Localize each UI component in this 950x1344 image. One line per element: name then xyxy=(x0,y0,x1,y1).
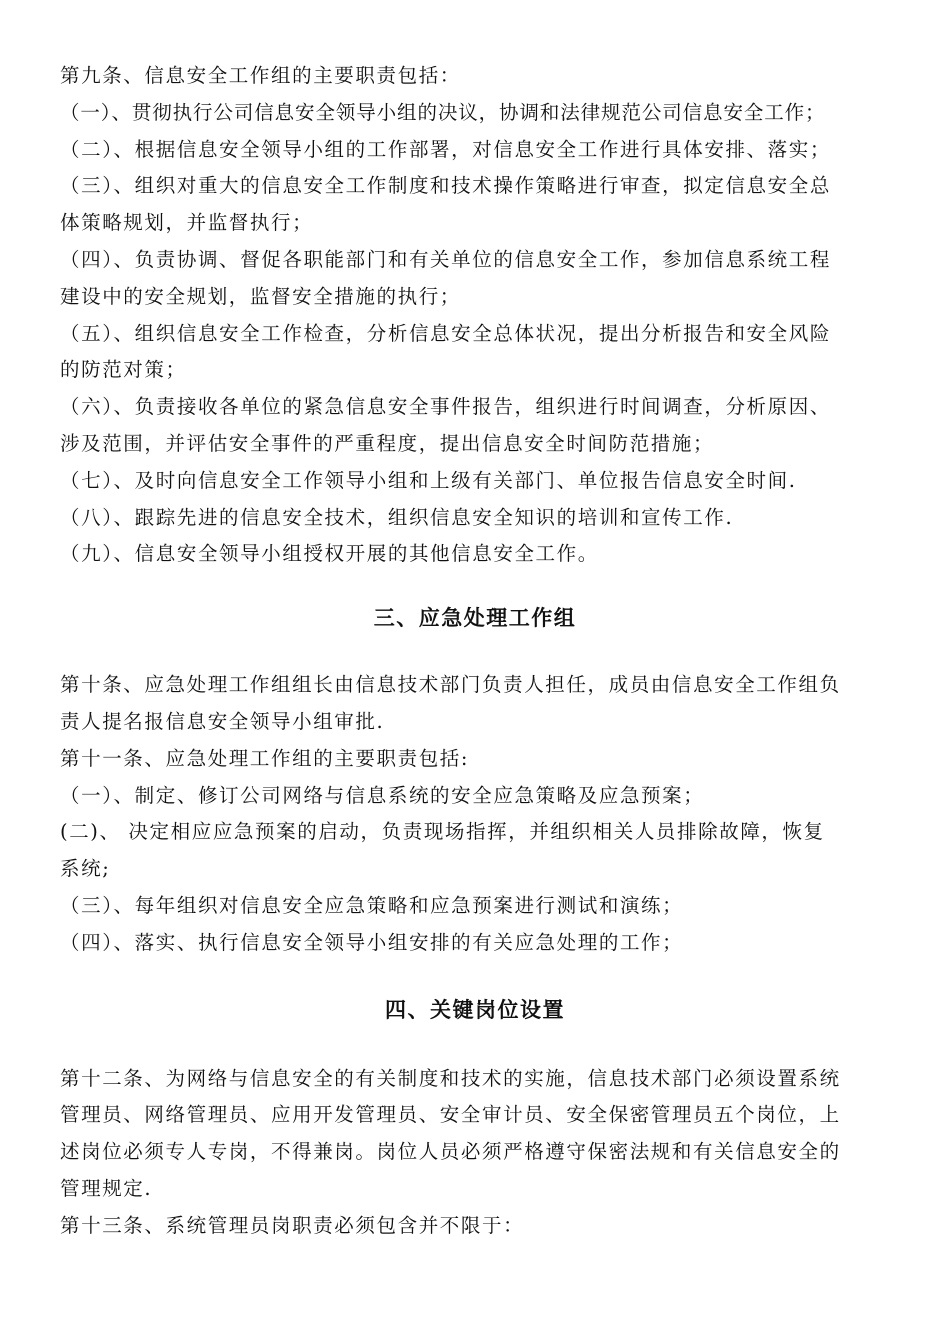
article-12-line-1: 第十二条、为网络与信息安全的有关制度和技术的实施，信息技术部门必须设置系统 xyxy=(60,1066,841,1090)
article-10-line-1: 第十条、应急处理工作组组长由信息技术部门负责人担任，成员由信息安全工作组负 xyxy=(60,673,841,697)
section-3-heading: 三、应急处理工作组 xyxy=(373,606,577,631)
article-9-item-5-cont: 的防范对策； xyxy=(60,358,187,382)
article-9-item-6-cont: 涉及范围，并评估安全事件的严重程度，提出信息安全时间防范措施； xyxy=(60,431,715,455)
article-9-item-5: （五）、组织信息安全工作检查，分析信息安全总体状况，提出分析报告和安全风险 xyxy=(60,321,831,345)
article-12-line-3: 述岗位必须专人专岗，不得兼岗。岗位人员必须严格遵守保密法规和有关信息安全的 xyxy=(60,1140,841,1164)
article-9-item-7: （七）、及时向信息安全工作领导小组和上级有关部门、单位报告信息安全时间. xyxy=(60,468,797,492)
article-9-item-4-cont: 建设中的安全规划，监督安全措施的执行； xyxy=(60,284,461,308)
article-9-item-9: （九）、信息安全领导小组授权开展的其他信息安全工作。 xyxy=(60,542,599,566)
article-11-item-3: （三）、每年组织对信息安全应急策略和应急预案进行测试和演练； xyxy=(60,893,684,917)
article-10-line-2: 责人提名报信息安全领导小组审批. xyxy=(60,709,385,733)
article-11-item-4: （四）、落实、执行信息安全领导小组安排的有关应急处理的工作； xyxy=(60,930,684,954)
article-9-item-3-cont: 体策略规划，并监督执行； xyxy=(60,211,314,235)
article-12-line-4: 管理规定. xyxy=(60,1176,153,1200)
article-11-title: 第十一条、应急处理工作组的主要职责包括: xyxy=(60,746,470,770)
article-12-line-2: 管理员、网络管理员、应用开发管理员、安全审计员、安全保密管理员五个岗位，上 xyxy=(60,1103,841,1127)
article-9-item-6: （六）、负责接收各单位的紧急信息安全事件报告，组织进行时间调查，分析原因、 xyxy=(60,395,831,419)
article-13-title: 第十三条、系统管理员岗职责必须包含并不限于： xyxy=(60,1213,525,1237)
article-9-item-4: （四）、负责协调、督促各职能部门和有关单位的信息安全工作，参加信息系统工程 xyxy=(60,247,831,271)
section-3-body xyxy=(60,667,890,961)
article-9-title: 第九条、信息安全工作组的主要职责包括： xyxy=(60,64,461,87)
article-9-item-3: （三）、组织对重大的信息安全工作制度和技术操作策略进行审查，拟定信息安全总 xyxy=(60,174,831,198)
article-9-item-8: （八）、跟踪先进的信息安全技术，组织信息安全知识的培训和宣传工作. xyxy=(60,505,734,529)
section-4-body xyxy=(60,1061,890,1245)
article-9-block xyxy=(60,58,890,573)
article-11-item-2-cont: 系统; xyxy=(60,857,111,881)
article-11-item-2: (二)、 决定相应应急预案的启动，负责现场指挥，并组织相关人员排除故障，恢复 xyxy=(60,820,825,844)
article-9-item-1: （一）、贯彻执行公司信息安全领导小组的决议，协调和法律规范公司信息安全工作； xyxy=(60,100,826,124)
article-11-item-1: （一）、制定、修订公司网络与信息系统的安全应急策略及应急预案； xyxy=(60,783,705,807)
document-page xyxy=(60,58,890,1245)
article-9-item-2: （二）、根据信息安全领导小组的工作部署，对信息安全工作进行具体安排、落实； xyxy=(60,137,831,161)
section-4-heading: 四、关键岗位设置 xyxy=(385,997,565,1022)
